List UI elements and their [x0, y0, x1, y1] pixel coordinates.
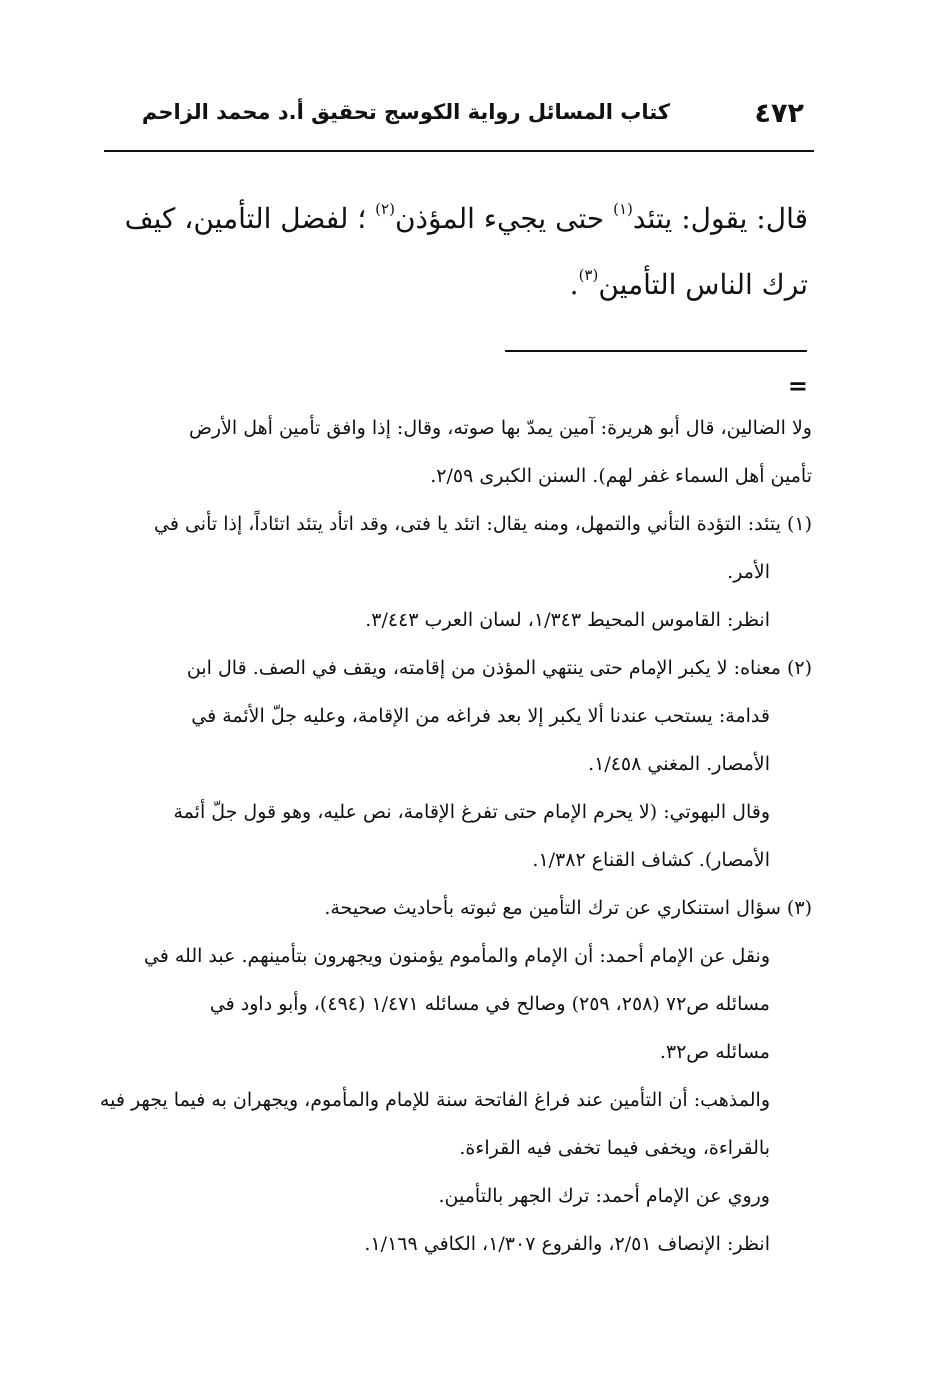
footnote-ref-2: (٢) — [375, 200, 395, 218]
header-rule — [104, 150, 814, 152]
footnote-line: تأمين أهل السماء غفر لهم). السنن الكبرى ٢/٥٩. — [430, 465, 812, 487]
footnote-1-line: انظر: القاموس المحيط ١/٣٤٣، لسان العرب ٣/٤٤٣. — [365, 609, 770, 631]
footnote-1-line: الأمر. — [727, 561, 770, 583]
footnote-3-line: ونقل عن الإمام أحمد: أن الإمام والمأموم يؤمنون ويجهرون بتأمينهم. عبد الله في — [143, 945, 770, 967]
footnote-2-line: الأمصار). كشاف القناع ١/٣٨٢. — [532, 849, 770, 871]
main-text-segment: ؛ لفضل التأمين، كيف — [124, 202, 376, 235]
main-text-segment: . — [569, 268, 579, 301]
page-header — [110, 96, 810, 138]
footnote-3-line: انظر: الإنصاف ٢/٥١، والفروع ١/٣٠٧، الكافي ١/١٦٩. — [364, 1233, 770, 1255]
footnote-2-line: الأمصار. المغني ١/٤٥٨. — [588, 753, 770, 775]
running-title: كتاب المسائل رواية الكوسج تحقيق أ.د محمد الزاحم — [141, 100, 670, 124]
footnotes — [99, 404, 812, 1268]
footnote-3-line: مسائله ص٧٢ (٢٥٨، ٢٥٩) وصالح في مسائله ١/٤٧١ (٤٩٤)، وأبو داود في — [209, 993, 770, 1015]
main-line-1 — [124, 186, 808, 252]
footnote-3-line: بالقراءة، ويخفى فيما تخفى فيه القراءة. — [459, 1137, 770, 1159]
footnote-2-line: وقال البهوتي: (لا يحرم الإمام حتى تفرغ الإقامة، نص عليه، وهو قول جلّ أئمة — [173, 801, 770, 823]
footnote-ref-3: (٣) — [578, 266, 599, 284]
footnote-3-line: وروي عن الإمام أحمد: ترك الجهر بالتأمين. — [438, 1185, 770, 1207]
footnote-line: ولا الضالين، قال أبو هريرة: آمين يمدّ بها صوته، وقال: إذا وافق تأمين أهل الأرض — [188, 417, 812, 439]
main-text-segment: حتى يجيء المؤذن — [394, 202, 614, 235]
page-number: ٤٧٢ — [754, 98, 804, 129]
footnote-continuation-mark: = — [787, 372, 808, 400]
footnote-1-line: (١) يتئد: التؤدة التأني والتمهل، ومنه يقال: اتئد يا فتى، وقد اتأد يتئد اتئاداً، إذا تأنى في — [154, 513, 812, 535]
footnote-separator — [505, 350, 807, 352]
footnote-ref-1: (١) — [613, 200, 633, 218]
footnote-2-line: قدامة: يستحب عندنا ألا يكبر إلا بعد فراغه من الإقامة، وعليه جلّ الأئمة في — [191, 705, 770, 727]
main-text — [124, 186, 808, 318]
footnote-3-line: (٣) سؤال استنكاري عن ترك التأمين مع ثبوته بأحاديث صحيحة. — [324, 897, 812, 919]
main-line-2 — [168, 252, 808, 318]
main-text-segment: قال: يقول: يتئد — [632, 202, 808, 235]
footnote-3-line: والمذهب: أن التأمين عند فراغ الفاتحة سنة للإمام والمأموم، ويجهران به فيما يجهر فيه — [99, 1089, 770, 1111]
footnote-3-line: مسائله ص٣٢. — [659, 1041, 770, 1063]
main-text-segment: ترك الناس التأمين — [598, 268, 808, 301]
footnote-2-line: (٢) معناه: لا يكبر الإمام حتى ينتهي المؤذن من إقامته، ويقف في الصف. قال ابن — [186, 657, 812, 679]
